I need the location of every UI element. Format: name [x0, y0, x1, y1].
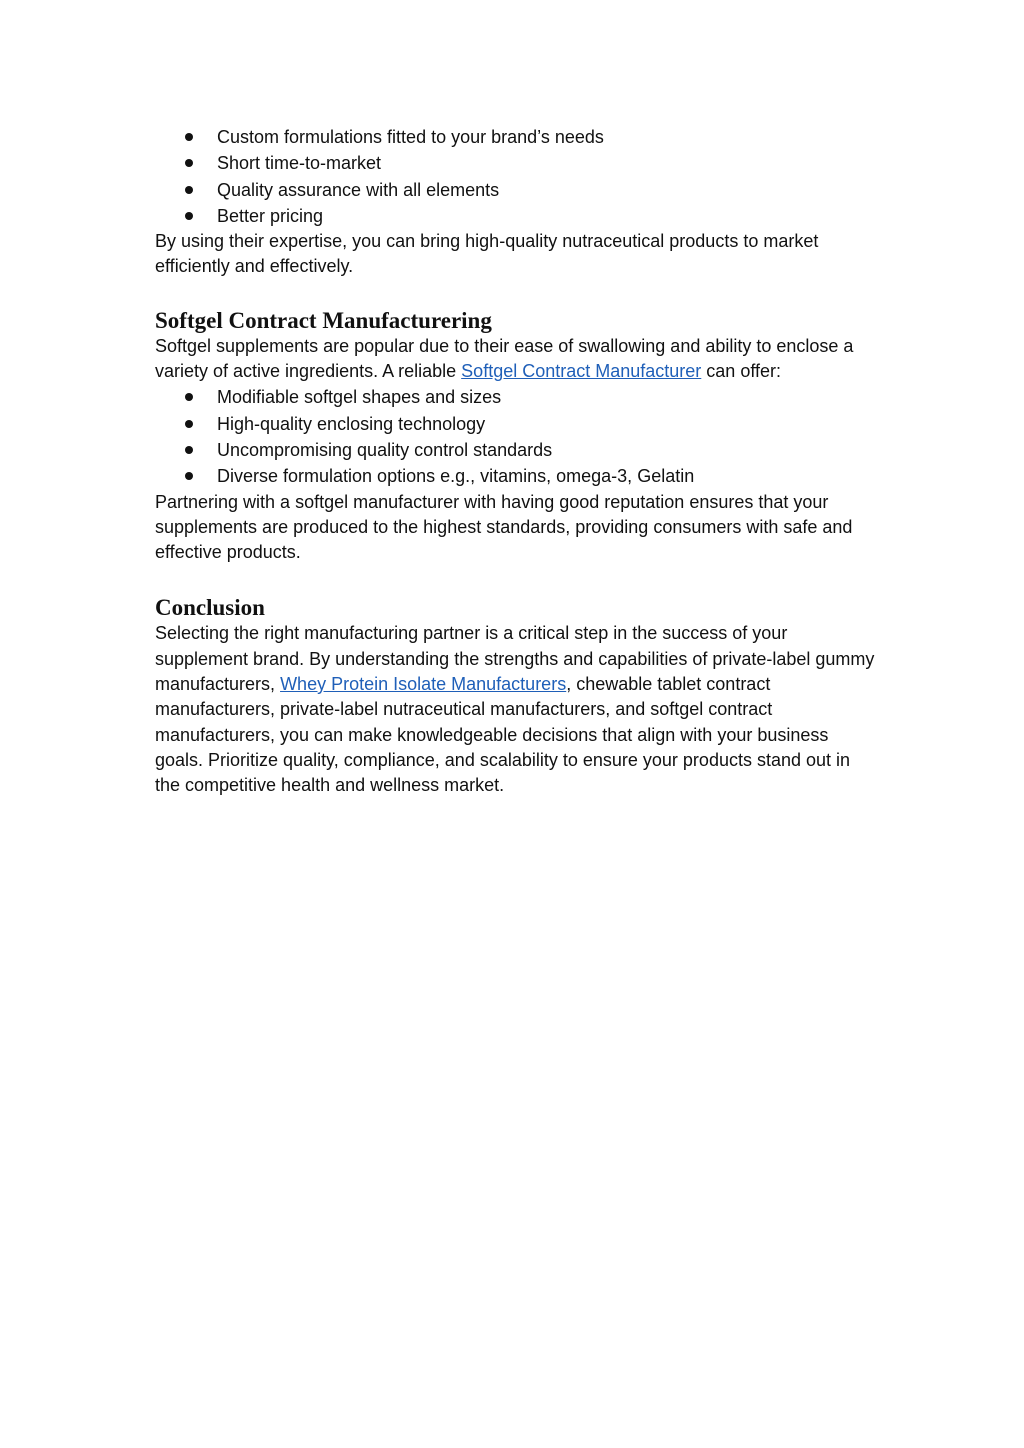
conclusion-heading: Conclusion: [155, 595, 265, 621]
list-item: [155, 203, 875, 229]
bullet-icon: [185, 159, 193, 167]
bullet-icon: [185, 393, 193, 401]
softgel-paragraph-1-end: can offer:: [701, 361, 782, 382]
softgel-paragraph-2: Partnering with a softgel manufacturer with having good reputation ensures that your supplements are produced to the highest standards, providing consumers with safe and effective products.: [155, 491, 853, 563]
list-item-text: Quality assurance with all elements: [217, 179, 500, 200]
list-item: [155, 437, 875, 463]
bullet-icon: [185, 186, 193, 194]
intro-paragraph: By using their expertise, you can bring high-quality nutraceutical products to market efficiently and effectively.: [155, 231, 819, 277]
softgel-contract-manufacturer-link[interactable]: Softgel Contract Manufacturer: [461, 361, 702, 382]
conclusion-paragraph-end: , chewable tablet contract manufacturers, private-label nutraceutical manufacturers, and softgel contract manufacturers, you can make knowledgeable decisions that align with your business goals. Prioritize quality, compliance, and scalability to ensure your products stand out in the competitive health and wellness market.: [155, 674, 851, 796]
list-item: [155, 124, 875, 150]
bullet-icon: [185, 133, 193, 141]
bullet-icon: [185, 420, 193, 428]
whey-protein-isolate-manufacturers-link[interactable]: Whey Protein Isolate Manufacturers: [280, 674, 567, 695]
list-item-text: Short time-to-market: [217, 153, 382, 174]
softgel-paragraph-1: [155, 334, 875, 385]
conclusion-paragraph-start: Selecting the right manufacturing partner is a critical step in the success of your supplement brand. By understanding the strengths and capabilities of private-label gummy manufacturers,: [155, 623, 875, 695]
softgel-bullet-list: [155, 384, 875, 489]
list-item-text: Modifiable softgel shapes and sizes: [217, 387, 502, 408]
list-item: [155, 384, 875, 410]
bullet-icon: [185, 446, 193, 454]
softgel-paragraph-1-start: Softgel supplements are popular due to their ease of swallowing and ability to enclose a variety of active ingredients. A reliable: [155, 335, 854, 382]
bullet-icon: [185, 472, 193, 480]
list-item-text: Uncompromising quality control standards: [217, 439, 553, 460]
list-item: [155, 411, 875, 437]
list-item-text: High-quality enclosing technology: [217, 413, 486, 434]
list-item: [155, 177, 875, 203]
list-item-text: Diverse formulation options e.g., vitamins, omega-3, Gelatin: [217, 466, 695, 487]
list-item-text: Custom formulations fitted to your brand’s needs: [217, 127, 604, 147]
bullet-icon: [185, 212, 193, 220]
list-item: [155, 150, 875, 176]
conclusion-paragraph: [155, 621, 875, 798]
softgel-heading: Softgel Contract Manufacturering: [155, 307, 492, 333]
list-item: [155, 463, 875, 489]
document-page: [155, 124, 875, 799]
intro-bullet-list: [155, 124, 875, 229]
list-item-text: Better pricing: [217, 205, 324, 226]
